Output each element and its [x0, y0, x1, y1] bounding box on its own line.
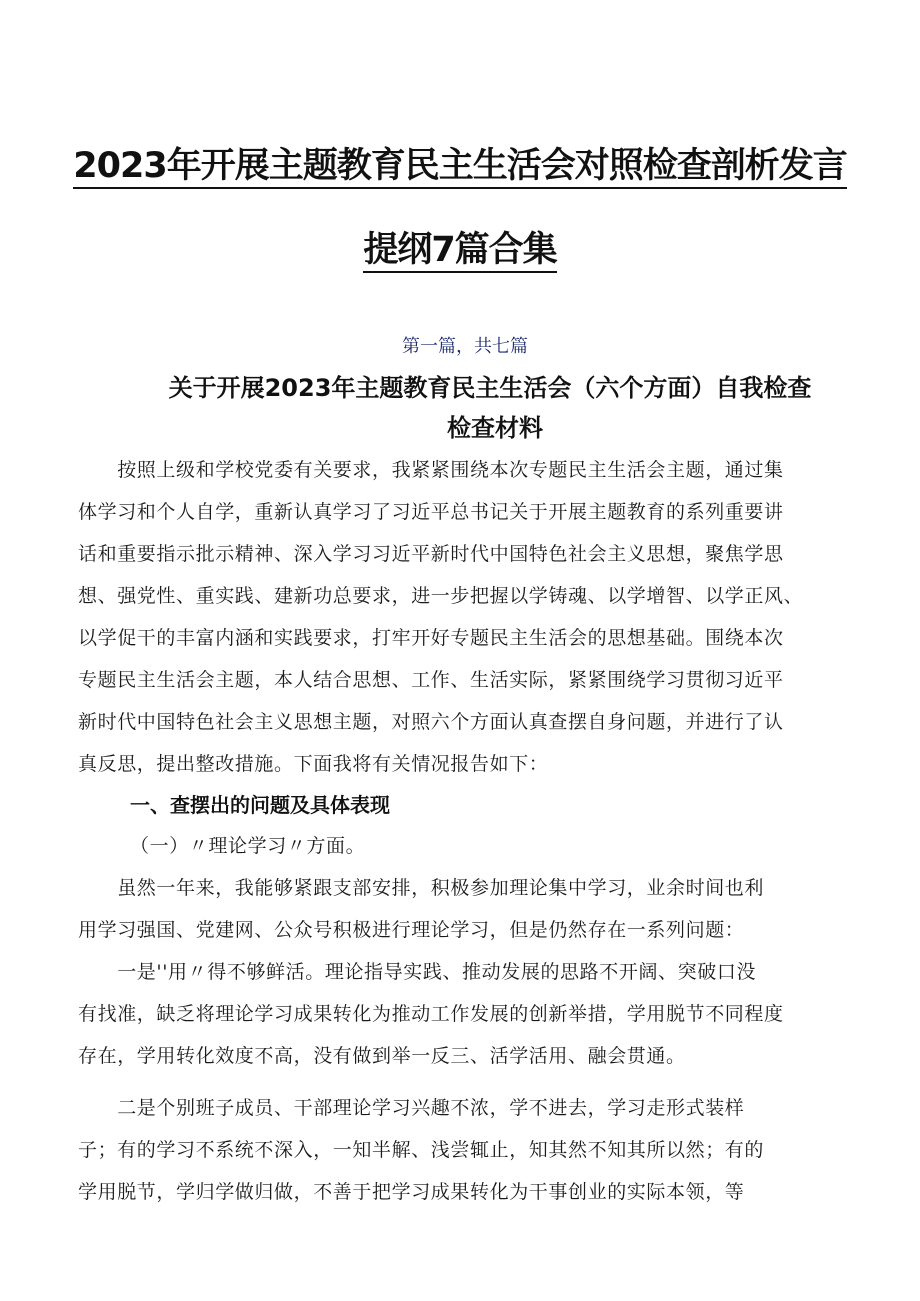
intro-line: 体学习和个人自学，重新认真学习了习近平总书记关于开展主题教育的系列重要讲	[78, 501, 784, 523]
subsection-heading: （一）〃理论学习〃方面。	[130, 835, 366, 857]
intro-line: 想、强党性、重实践、建新功总要求，进一步把握以学铸魂、以学增智、以学正风、	[78, 585, 804, 607]
section-heading: 一、查摆出的问题及具体表现	[130, 793, 390, 817]
body-line: 虽然一年来，我能够紧跟支部安排，积极参加理论集中学习，业余时间也利	[78, 877, 765, 899]
section-subtitle-line-1: 关于开展2023年主题教育民主生活会（六个方面）自我检查	[168, 374, 812, 402]
body-line: 一是''用〃得不够鲜活。理论指导实践、推动发展的思路不开阔、突破口没	[78, 961, 757, 983]
document-title-text-1: 2023年开展主题教育民主生活会对照检查剖析发言	[73, 146, 846, 189]
body-line: 用学习强国、党建网、公众号积极进行理论学习，但是仍然存在一系列问题：	[78, 919, 745, 941]
section-subtitle-line-2: 检查材料	[447, 414, 543, 442]
part-label: 第一篇，共七篇	[402, 336, 528, 357]
intro-line: 新时代中国特色社会主义思想主题，对照六个方面认真查摆自身问题，并进行了认	[78, 711, 784, 733]
intro-line: 以学促干的丰富内涵和实践要求，打牢开好专题民主生活会的思想基础。围绕本次	[78, 627, 784, 649]
intro-line: 按照上级和学校党委有关要求，我紧紧围绕本次专题民主生活会主题，通过集	[78, 459, 784, 481]
body-line: 二是个别班子成员、干部理论学习兴趣不浓，学不进去，学习走形式装样	[78, 1097, 745, 1119]
body-line: 有找准，缺乏将理论学习成果转化为推动工作发展的创新举措，学用脱节不同程度	[78, 1003, 784, 1025]
body-line: 子；有的学习不系统不深入，一知半解、浅尝辄止，知其然不知其所以然；有的	[78, 1139, 765, 1161]
body-line: 学用脱节，学归学做归做，不善于把学习成果转化为干事创业的实际本领，等	[78, 1181, 745, 1203]
document-title-line-1	[60, 138, 860, 188]
document-title-line-2	[60, 222, 860, 272]
intro-line: 真反思，提出整改措施。下面我将有关情况报告如下：	[78, 753, 549, 775]
body-line: 存在，学用转化效度不高，没有做到举一反三、活学活用、融会贯通。	[78, 1045, 686, 1067]
intro-line: 话和重要指示批示精神、深入学习习近平新时代中国特色社会主义思想，聚焦学思	[78, 543, 784, 565]
document-title-text-2: 提纲7篇合集	[363, 230, 556, 273]
intro-line: 专题民主生活会主题，本人结合思想、工作、生活实际，紧紧围绕学习贯彻习近平	[78, 669, 784, 691]
